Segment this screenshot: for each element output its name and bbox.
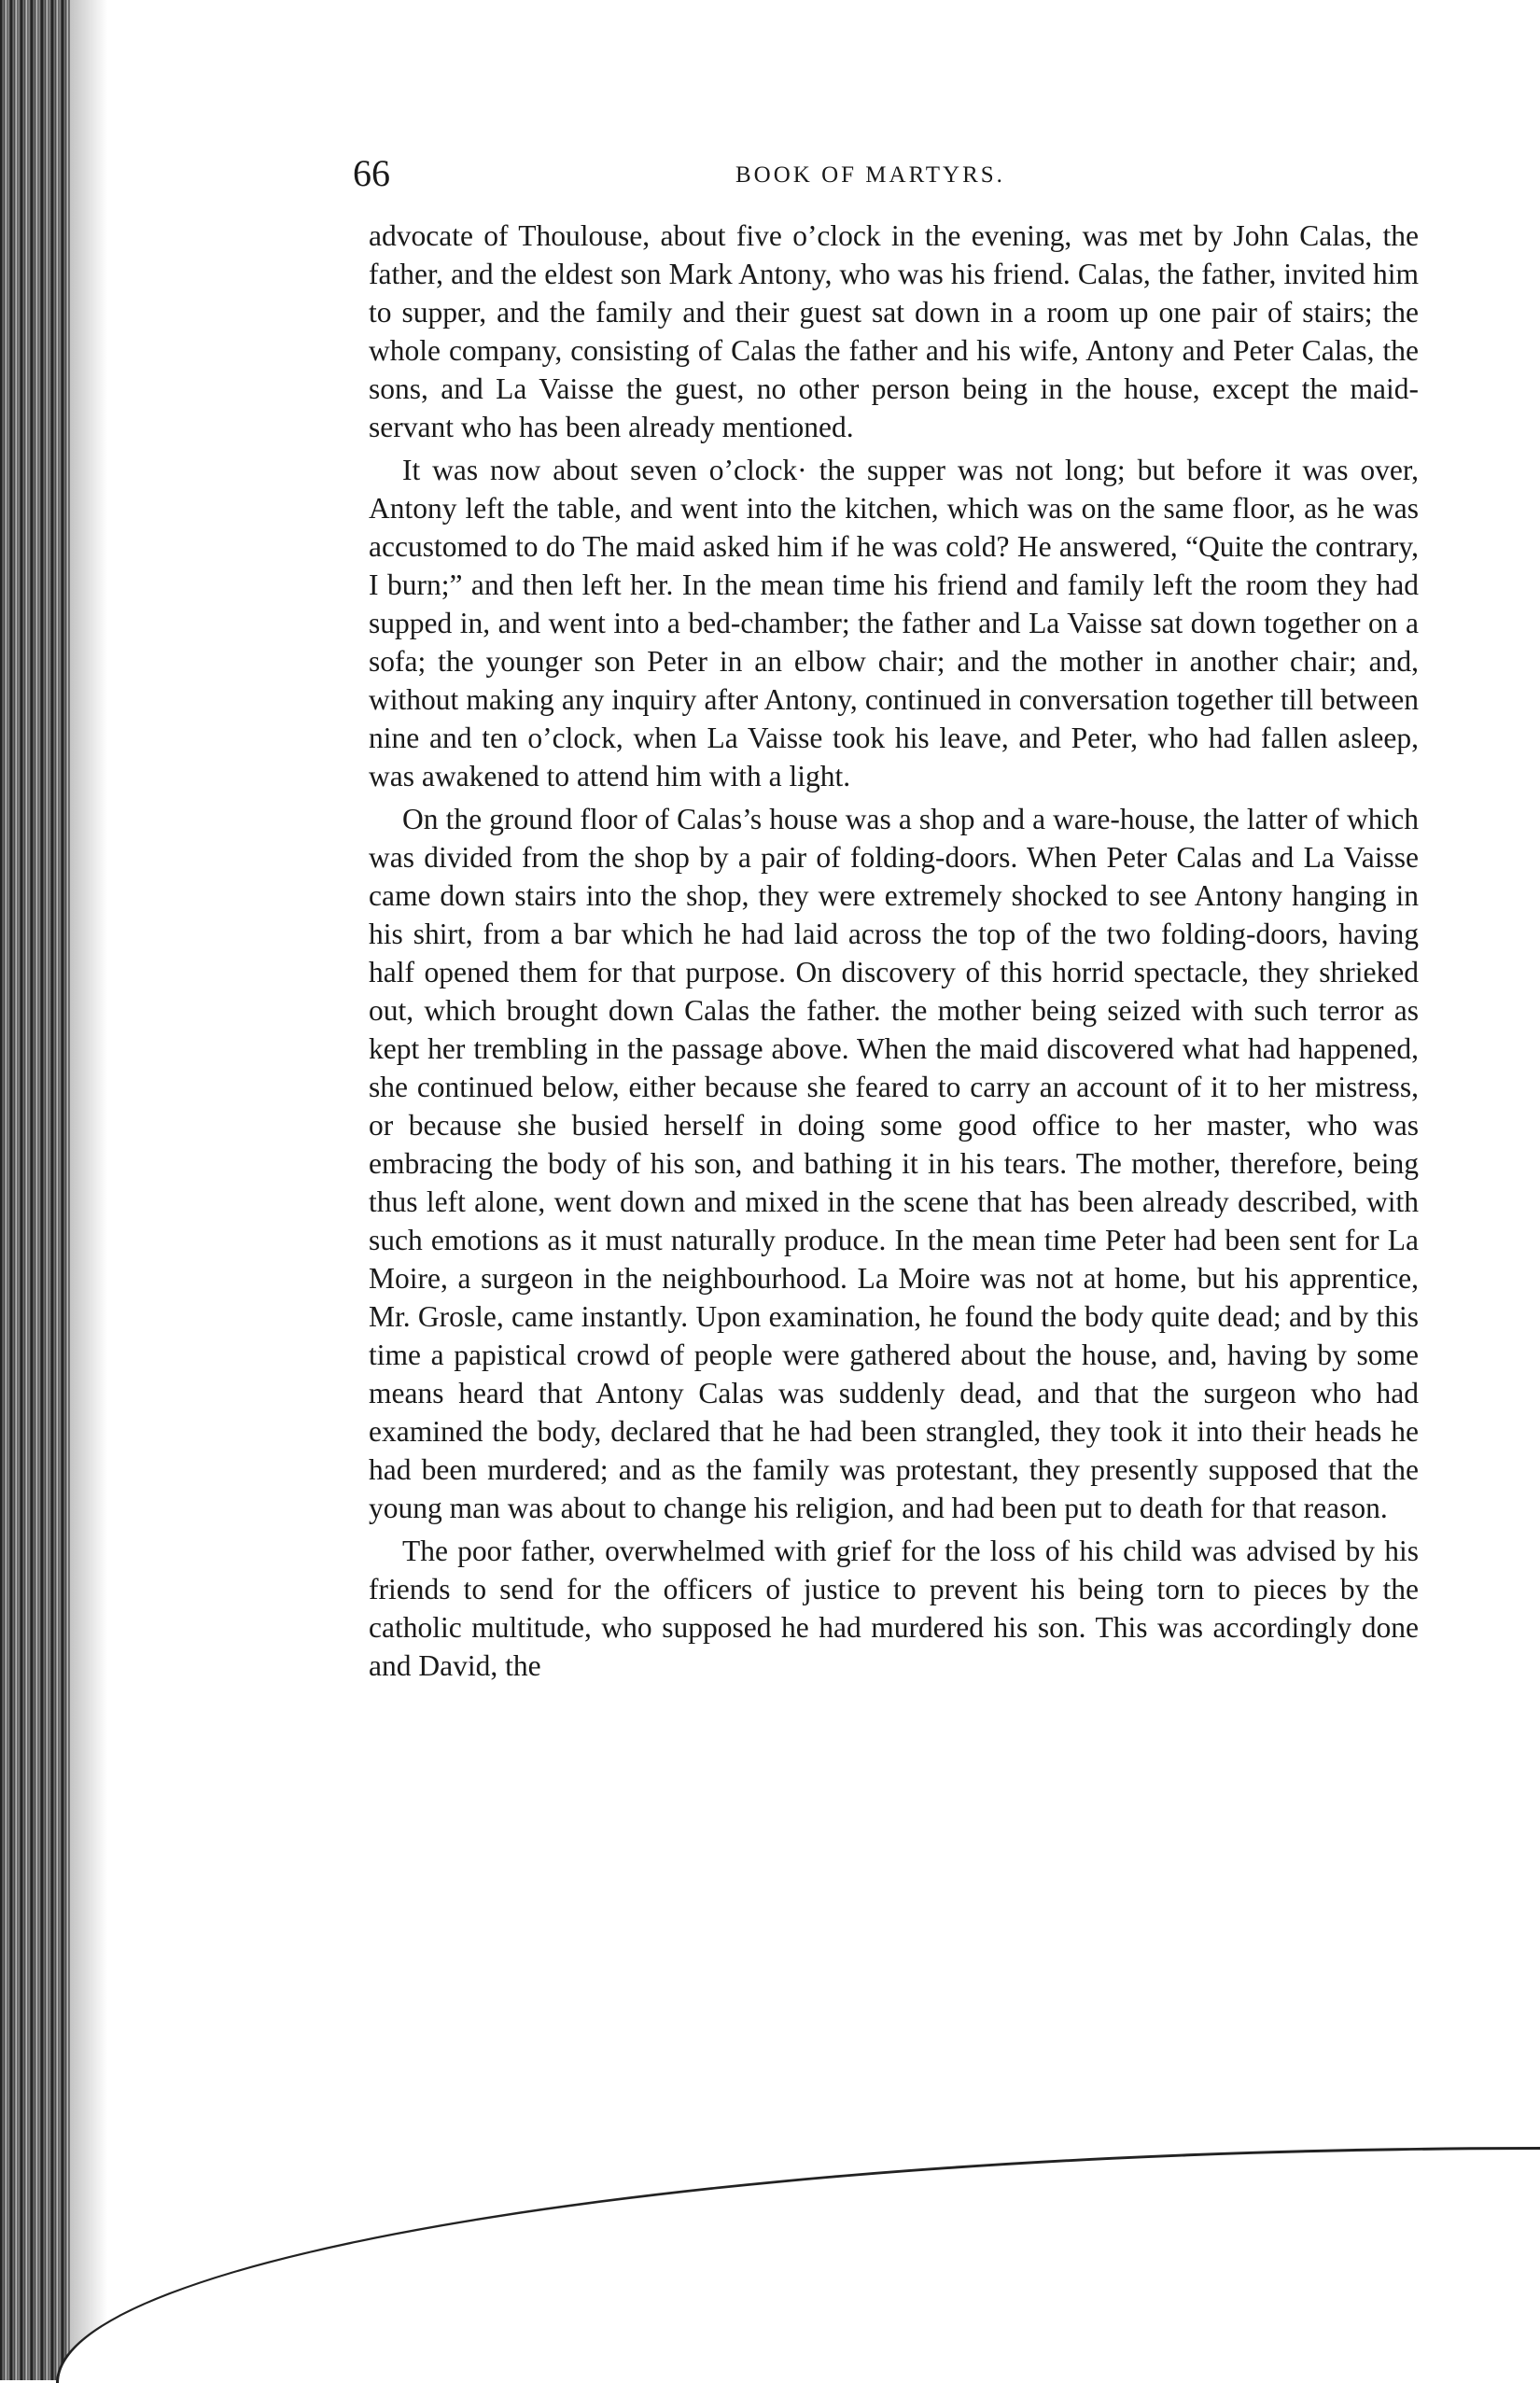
binding-shadow bbox=[70, 0, 107, 2380]
paragraph-4: The poor father, overwhelmed with grief for the loss of his child was advised by his friends to send for the officers of justice to prevent his being torn to pieces by the catholic multitude, who supposed he had murdered his son. This was accordingly done and David, the bbox=[369, 1535, 1419, 1682]
paragraph-1: advocate of Thoulouse, about five o’clock in the evening, was met by John Calas, the father, and the eldest son Mark Antony, who was his friend. Calas, the father, invited him to supper, and the family and their guest sat down in a room up one pair of stairs; the whole company, consisting of Calas the father and his wife, Antony and Peter Calas, the sons, and La Vaisse the guest, no other person being in the house, except the maid-servant who has been already mentioned. bbox=[369, 219, 1419, 443]
body-text bbox=[369, 217, 1419, 1689]
paragraph-2: It was now about seven o’clock· the supper was not long; but before it was over, Antony left the table, and went into the kitchen, which was on the same floor, as he was accustomed to do The maid asked him if he was cold? He answered, “Quite the contrary, I burn;” and then left her. In the mean time his friend and family left the room they had supped in, and went into a bed-chamber; the father and La Vaisse sat down together on a sofa; the younger son Peter in an elbow chair; and the mother in another chair; and, without making any inquiry after Antony, continued in conversation together till between nine and ten o’clock, when La Vaisse took his leave, and Peter, who had fallen asleep, was awakened to attend him with a light. bbox=[369, 454, 1419, 792]
book-binding-edge bbox=[0, 0, 70, 2380]
page-curl-edge bbox=[56, 2147, 1540, 2383]
page-header bbox=[353, 151, 1426, 207]
page-number: 66 bbox=[353, 152, 390, 194]
running-title: BOOK OF MARTYRS. bbox=[735, 162, 1005, 188]
paragraph-3: On the ground floor of Calas’s house was a shop and a ware-house, the latter of which was divided from the shop by a pair of folding-doors. When Peter Calas and La Vaisse came down stairs into the shop, they were extremely shocked to see Antony hanging in his shirt, from a bar which he had laid across the top of the two folding-doors, having half opened them for that purpose. On discovery of this horrid spectacle, they shrieked out, which brought down Calas the father. the mother being seized with such terror as kept her trembling in the passage above. When the maid discovered what had happened, she continued below, either because she feared to carry an account of it to her mistress, or because she busied herself in doing some good office to her master, who was embracing the body of his son, and bathing it in his tears. The mother, therefore, being thus left alone, went down and mixed in the scene that has been already described, with such emotions as it must naturally produce. In the mean time Peter had been sent for La Moire, a surgeon in the neighbourhood. La Moire was not at home, but his apprentice, Mr. Grosle, came instantly. Upon examination, he found the body quite dead; and by this time a papistical crowd of people were gathered about the house, and, having by some means heard that Antony Calas was suddenly dead, and that the surgeon who had examined the body, declared that he had been strangled, they took it into their heads he had been murdered; and as the family was protestant, they presently supposed that the young man was about to change his religion, and had been put to death for that reason. bbox=[369, 803, 1419, 1524]
